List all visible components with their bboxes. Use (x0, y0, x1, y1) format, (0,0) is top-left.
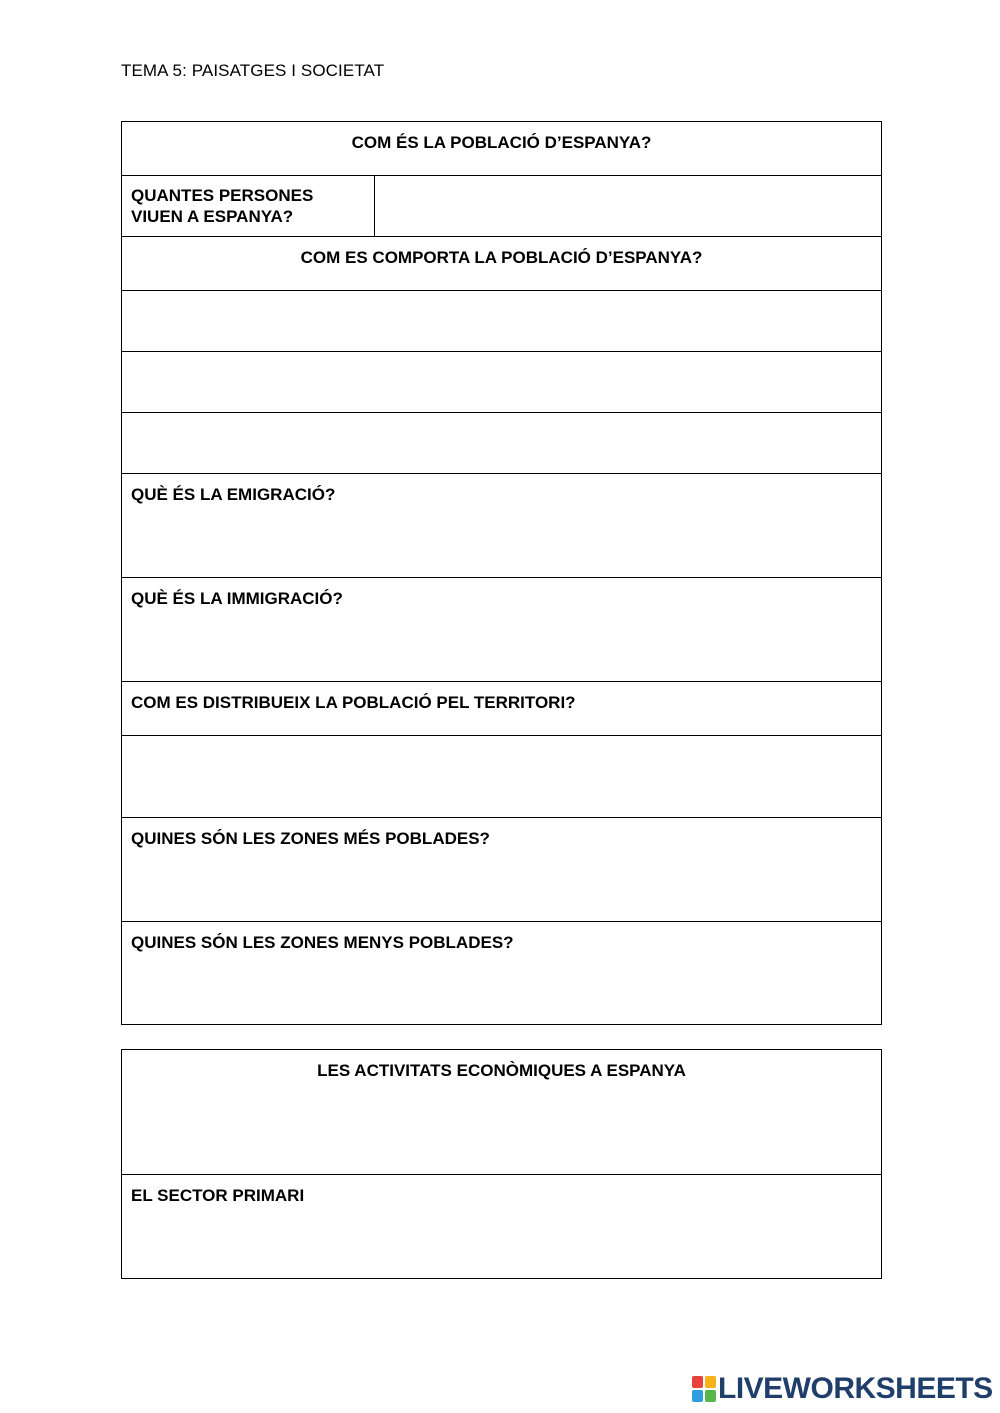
liveworksheets-logo (692, 1372, 993, 1406)
how-many-label-line2: VIUEN A ESPANYA? (131, 207, 294, 226)
page-title: TEMA 5: PAISATGES I SOCIETAT (121, 61, 385, 80)
population-heading: COM ÉS LA POBLACIÓ D’ESPANYA? (351, 133, 652, 152)
population-heading-cell (122, 122, 882, 176)
primary-sector-field[interactable] (122, 1175, 882, 1279)
most-populated-label: QUINES SÓN LES ZONES MÉS POBLADES? (131, 829, 490, 848)
logo-square-blue (692, 1390, 703, 1402)
behaviour-heading-cell (122, 237, 882, 291)
population-table (121, 121, 882, 1025)
liveworksheets-logo-text: LIVEWORKSHEETS (718, 1372, 993, 1405)
behaviour-answer-field-2[interactable] (122, 352, 882, 413)
emigration-field[interactable] (122, 474, 882, 578)
least-populated-label: QUINES SÓN LES ZONES MENYS POBLADES? (131, 933, 514, 952)
logo-square-yellow (705, 1376, 716, 1388)
liveworksheets-logo-icon (692, 1376, 716, 1402)
behaviour-answer-field-3[interactable] (122, 413, 882, 474)
how-many-label-line1: QUANTES PERSONES (131, 186, 314, 205)
economy-heading: LES ACTIVITATS ECONÒMIQUES A ESPANYA (317, 1061, 686, 1080)
distribution-answer-field[interactable] (122, 736, 882, 818)
how-many-label-cell (122, 176, 375, 237)
distribution-heading-cell (122, 682, 882, 736)
least-populated-field[interactable] (122, 922, 882, 1025)
economy-table (121, 1049, 882, 1279)
immigration-label: QUÈ ÉS LA IMMIGRACIÓ? (131, 589, 343, 608)
economy-heading-field[interactable] (122, 1050, 882, 1175)
primary-sector-label: EL SECTOR PRIMARI (131, 1186, 305, 1205)
how-many-answer-field[interactable] (375, 176, 882, 237)
most-populated-field[interactable] (122, 818, 882, 922)
distribution-heading: COM ES DISTRIBUEIX LA POBLACIÓ PEL TERRITORI? (131, 693, 576, 712)
immigration-field[interactable] (122, 578, 882, 682)
logo-square-red (692, 1376, 703, 1388)
behaviour-heading: COM ES COMPORTA LA POBLACIÓ D’ESPANYA? (300, 248, 703, 267)
behaviour-answer-field-1[interactable] (122, 291, 882, 352)
emigration-label: QUÈ ÉS LA EMIGRACIÓ? (131, 485, 336, 504)
logo-square-green (705, 1390, 716, 1402)
